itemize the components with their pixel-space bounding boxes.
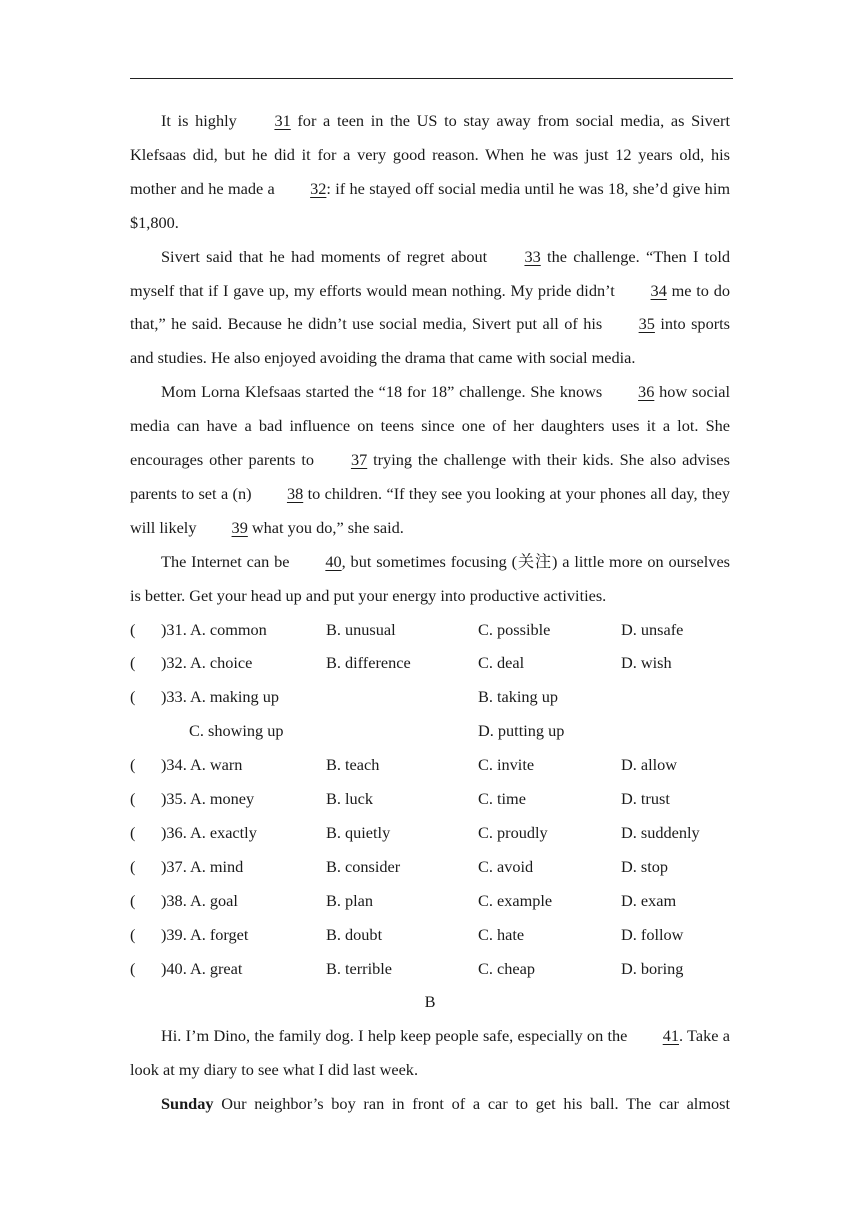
option-a: )34. A. warn [161, 755, 243, 775]
blank-39: 39 [231, 517, 248, 537]
option-b: B. taking up [478, 687, 559, 707]
passage-paragraph-3: Mom Lorna Klefsaas started the “18 for 18” challenge. She knows 36 how social media can have a bad influence on teens since one of her daughters uses it a lot. She encourages other parents to 37 trying the challenge with their kids. She also advises parents to set a (n) 38 to children. “If they see you looking at your phones all day, they will likely 39 what you do,” she said. [130, 375, 730, 545]
option-d: D. trust [621, 789, 670, 809]
option-b: B. luck [326, 789, 374, 809]
question-row-32 [130, 646, 730, 680]
question-row-33 [130, 680, 730, 714]
answer-paren: ( [130, 687, 136, 707]
blank-31: 31 [274, 111, 291, 130]
answer-paren: ( [130, 924, 136, 944]
option-d: D. putting up [478, 721, 565, 741]
diary-day-label: Sunday [161, 1094, 214, 1114]
option-a: )38. A. goal [161, 890, 238, 910]
question-row-35 [130, 782, 730, 816]
header-rule [130, 78, 733, 79]
blank-36: 36 [638, 382, 655, 402]
option-c: C. example [478, 890, 553, 910]
question-row-39 [130, 918, 730, 952]
blank-35: 35 [638, 314, 655, 334]
option-d: D. allow [621, 755, 678, 775]
option-c: C. possible [478, 619, 551, 639]
option-a: )36. A. exactly [161, 822, 257, 842]
option-d: D. exam [621, 890, 677, 910]
answer-paren: ( [130, 856, 136, 876]
option-c: C. cheap [478, 958, 535, 978]
option-a: )39. A. forget [161, 924, 249, 944]
option-b: B. doubt [326, 924, 383, 944]
option-b: B. plan [326, 890, 374, 910]
worksheet-page [130, 104, 730, 1121]
passage-paragraph-4: The Internet can be 40, but sometimes focusing (关注) a little more on ourselves is better. Get your head up and put your energy into productive activities. [130, 545, 730, 613]
option-d: D. follow [621, 924, 684, 944]
answer-paren: ( [130, 619, 136, 639]
blank-40: 40 [325, 551, 342, 571]
option-a: )35. A. money [161, 789, 255, 809]
question-row-37 [130, 850, 730, 884]
answer-paren: ( [130, 822, 136, 842]
question-row-38 [130, 884, 730, 918]
option-d: D. boring [621, 958, 684, 978]
option-a: )31. A. common [161, 619, 267, 639]
blank-38: 38 [286, 483, 304, 503]
option-d: D. stop [621, 856, 669, 876]
option-d: D. suddenly [621, 822, 700, 842]
option-a: )37. A. mind [161, 856, 244, 876]
option-b: B. terrible [326, 958, 393, 978]
option-c: C. time [478, 789, 526, 809]
section-b-intro: Hi. I’m Dino, the family dog. I help keep people safe, especially on the 41. Take a look at my diary to see what I did last week. [130, 1019, 730, 1087]
option-a: )40. A. great [161, 958, 243, 978]
question-row-33-cont [130, 714, 730, 748]
option-d: D. wish [621, 653, 672, 673]
option-c: C. showing up [189, 721, 284, 741]
section-heading-b: B [424, 992, 436, 1012]
passage-paragraph-2: Sivert said that he had moments of regret about 33 the challenge. “Then I told myself that if I gave up, my efforts would mean nothing. My pride didn’t 34 me to do that,” he said. Because he didn’t use social media, Sivert put all of his 35 into sports and studies. He also enjoyed avoiding the drama that came with social media. [130, 240, 730, 376]
option-c: C. hate [478, 924, 525, 944]
answer-paren: ( [130, 890, 136, 910]
option-b: B. quietly [326, 822, 391, 842]
option-b: B. consider [326, 856, 401, 876]
option-a: )32. A. choice [161, 653, 253, 673]
blank-33: 33 [524, 246, 541, 266]
diary-entry-sunday: Sunday Our neighbor’s boy ran in front of a car to get his ball. The car almost [161, 1094, 730, 1114]
answer-paren: ( [130, 755, 136, 775]
blank-32: 32 [310, 178, 327, 198]
answer-paren: ( [130, 653, 136, 673]
option-c: C. invite [478, 755, 535, 775]
question-row-31 [130, 613, 730, 647]
passage-paragraph-1: It is highly 31 for a teen in the US to stay away from social media, as Sivert Klefsaas did, but he did it for a very good reason. When he was just 12 years old, his mother and he made a 32: if he stayed off social media until he was 18, she’d give him $1,800. [130, 104, 730, 240]
answer-paren: ( [130, 789, 136, 809]
option-c: C. deal [478, 653, 525, 673]
option-d: D. unsafe [621, 619, 684, 639]
question-list [130, 613, 730, 986]
question-row-36 [130, 816, 730, 850]
blank-37: 37 [350, 450, 368, 470]
question-row-34 [130, 748, 730, 782]
option-b: B. unusual [326, 619, 396, 639]
blank-41: 41 [662, 1026, 679, 1046]
option-b: B. teach [326, 755, 380, 775]
question-row-40 [130, 952, 730, 986]
option-c: C. proudly [478, 822, 548, 842]
blank-34: 34 [650, 280, 667, 300]
option-c: C. avoid [478, 856, 534, 876]
answer-paren: ( [130, 958, 136, 978]
option-b: B. difference [326, 653, 411, 673]
option-a: )33. A. making up [161, 687, 280, 707]
